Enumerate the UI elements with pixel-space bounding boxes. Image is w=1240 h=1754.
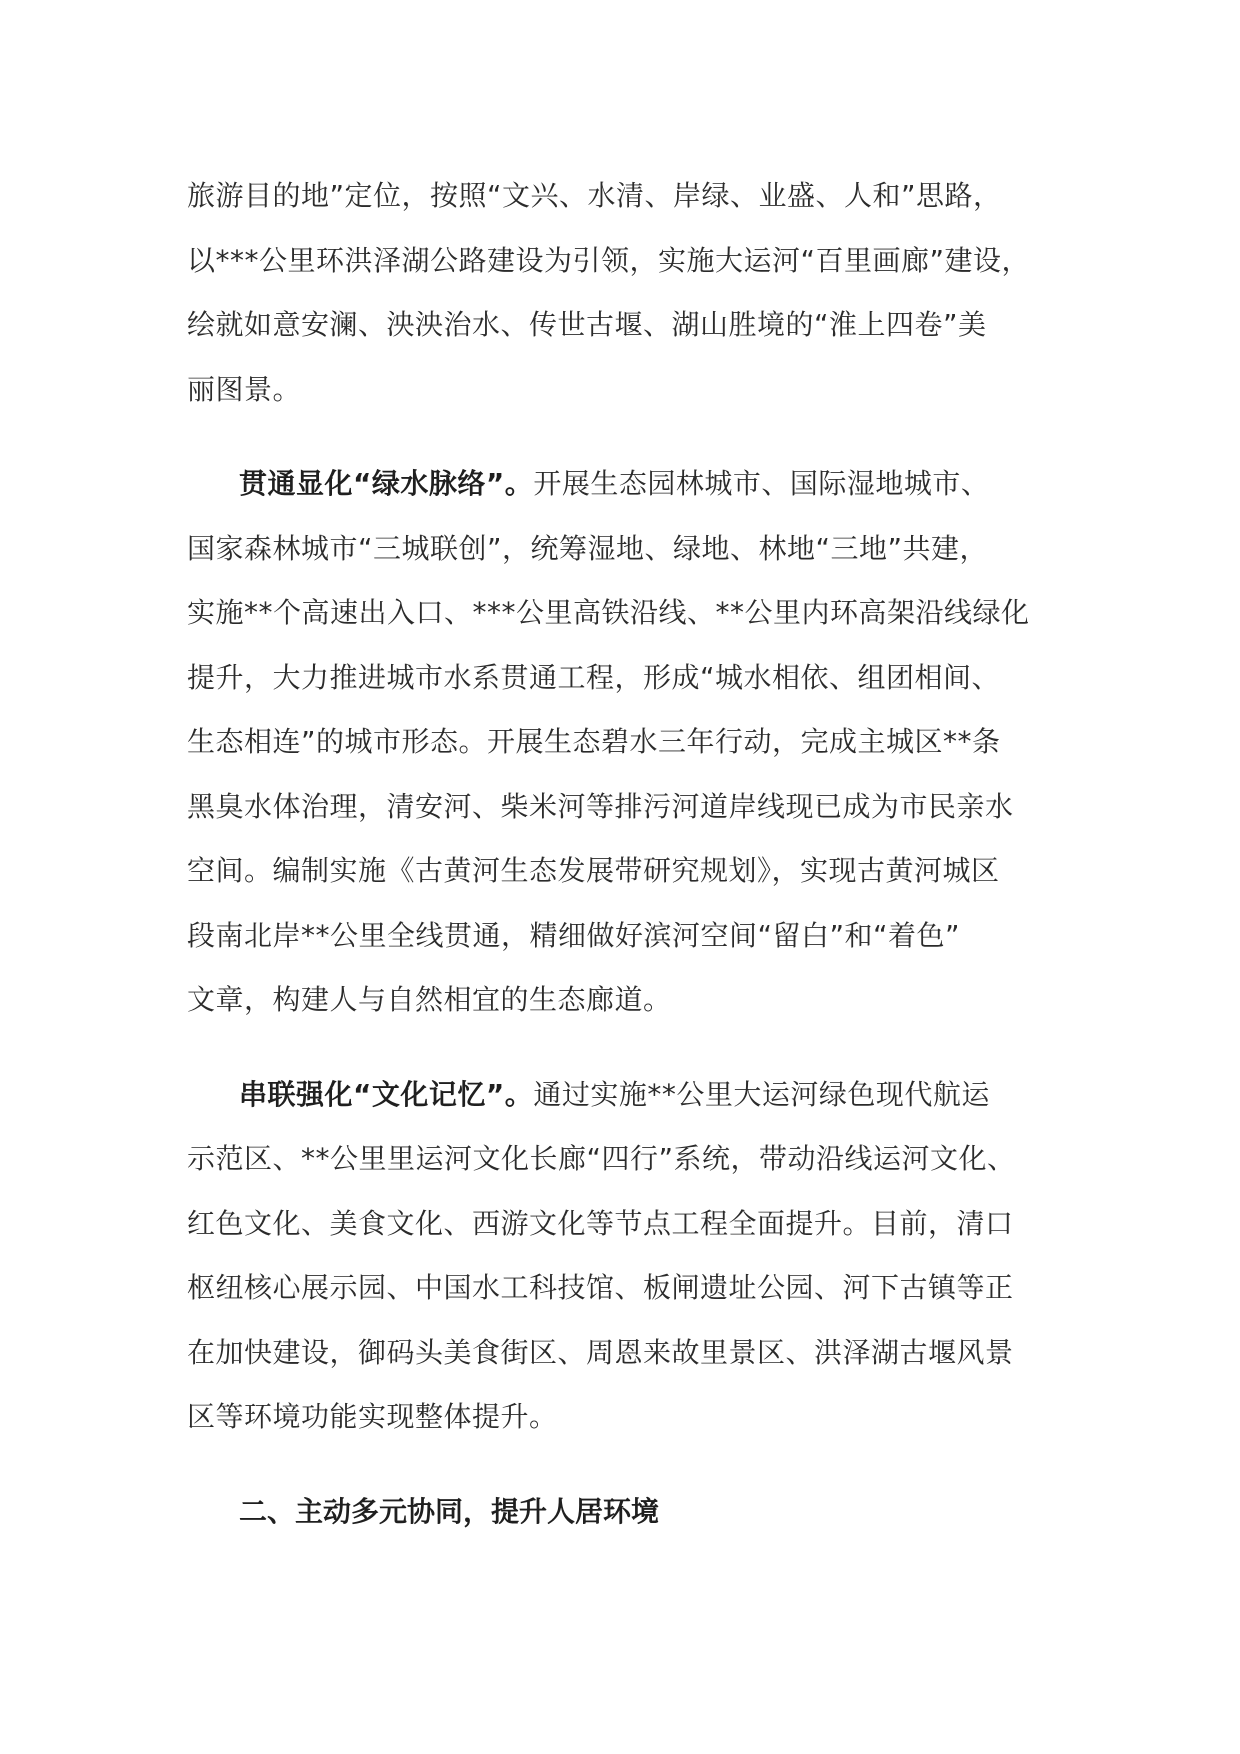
paragraph-first-line [187, 452, 1067, 517]
text-line: 红色文化、美食文化、西游文化等节点工程全面提升。目前，清口 [187, 1206, 1014, 1240]
text-line: 区等环境功能实现整体提升。 [187, 1400, 558, 1433]
text-line: 国家森林城市“三城联创”，统筹湿地、绿地、林地“三地”共建， [187, 531, 989, 565]
text-segment: 开展生态园林城市、国际湿地城市、 [533, 467, 990, 500]
document-body [187, 164, 1067, 1544]
text-line: 提升，大力推进城市水系贯通工程，形成“城水相依、组团相间、 [187, 660, 1001, 694]
text-line: 在加快建设，御码头美食街区、周恩来故里景区、洪泽湖古堰风景 [187, 1335, 1014, 1369]
paragraph-lead-heading: 串联强化“文化记忆”。 [239, 1077, 534, 1111]
text-line: 段南北岸**公里全线贯通，精细做好滨河空间“留白”和“着色” [187, 918, 961, 952]
paragraph-green-water [187, 452, 1067, 1033]
text-segment: 通过实施**公里大运河绿色现代航运 [533, 1077, 990, 1111]
text-line: 以***公里环洪泽湖公路建设为引领，实施大运河“百里画廊”建设， [187, 243, 1031, 277]
text-line: 空间。编制实施《古黄河生态发展带研究规划》，实现古黄河城区 [187, 854, 1000, 887]
text-line: 旅游目的地”定位，按照“文兴、水清、岸绿、业盛、人和”思路， [187, 179, 1002, 212]
text-line: 枢纽核心展示园、中国水工科技馆、板闸遗址公园、河下古镇等正 [187, 1271, 1014, 1304]
section-heading: 二、主动多元协同，提升人居环境 [239, 1494, 660, 1528]
text-line: 文章，构建人与自然相宜的生态廊道。 [187, 983, 672, 1016]
paragraph-first-line [187, 1063, 1067, 1128]
paragraph-tourism-positioning [187, 164, 1067, 422]
text-line: 实施**个高速出入口、***公里高铁沿线、**公里内环高架沿线绿化 [187, 596, 1030, 629]
text-line: 丽图景。 [187, 372, 302, 406]
text-line: 生态相连”的城市形态。开展生态碧水三年行动，完成主城区**条 [187, 725, 1001, 758]
paragraph-lead-heading: 贯通显化“绿水脉络”。 [239, 467, 534, 500]
text-line: 黑臭水体治理，清安河、柴米河等排污河道岸线现已成为市民亲水 [187, 789, 1014, 823]
paragraph-cultural-memory [187, 1063, 1067, 1450]
text-line: 示范区、**公里里运河文化长廊“四行”系统，带动沿线运河文化、 [187, 1142, 1016, 1175]
text-line: 绘就如意安澜、泱泱治水、传世古堰、湖山胜境的“淮上四卷”美 [187, 308, 987, 341]
